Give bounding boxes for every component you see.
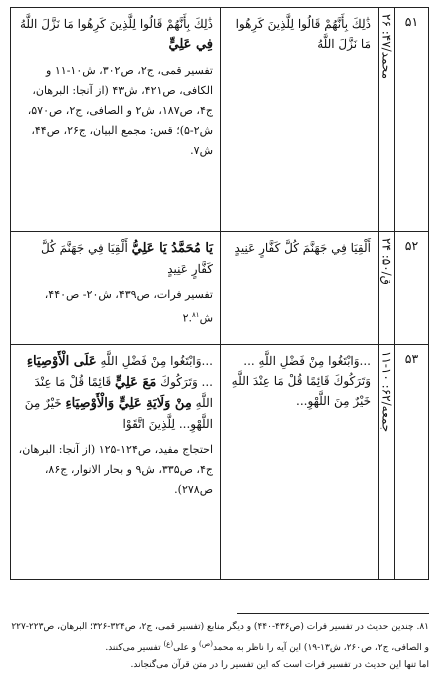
verse-number: ۵۲ bbox=[395, 232, 429, 345]
footnote-marker: ۸۱ bbox=[192, 311, 200, 319]
verse-reference bbox=[379, 232, 395, 345]
hadith-text-cell bbox=[11, 8, 221, 232]
reference-text: ق/۵۰: ۲۴ bbox=[379, 238, 394, 285]
verse-number: ۵۳ bbox=[395, 345, 429, 580]
table-row bbox=[11, 232, 429, 345]
hadith-plain: ذَٰلِكَ بِأَنَّهُمْ قَالُوا لِلَّذِينَ كَرِهُوا مَا نَزَّلَ اللَّهُ bbox=[19, 17, 213, 31]
footnote-text: و علی bbox=[173, 643, 200, 653]
quran-text: ذَٰلِكَ بِأَنَّهُمْ قَالُوا لِلَّذِينَ كَرِهُوا مَا نَزَّلَ اللَّهُ bbox=[235, 17, 371, 51]
quran-text: ...وَابْتَغُوا مِنْ فَضْلِ اللَّهِ ... وَتَرَكُوكَ قَائِمًا قُلْ مَا عِنْدَ اللَّهِ خَيْرٌ مِنَ اللَّهْوِ... bbox=[231, 354, 371, 408]
hadith-text bbox=[18, 238, 213, 279]
verse-reference bbox=[379, 345, 395, 580]
hadith-part: قَائِمًا قُلْ مَا عِنْدَ اللَّهِ bbox=[34, 375, 213, 410]
hadith-source bbox=[18, 285, 213, 329]
quran-text-cell bbox=[221, 232, 379, 345]
reference-text: جمعه/۶۲: ۱۰-۱۱ bbox=[379, 351, 394, 433]
hadith-part: خَيْرٌ مِنَ اللَّهْوِ... لِلَّذِينَ اتَّقَوْا bbox=[24, 396, 213, 431]
quran-text: أَلْقِيَا فِي جَهَنَّمَ كُلَّ كَفَّارٍ عَنِيدٍ bbox=[234, 241, 371, 255]
footnote-number: ۸۱. bbox=[416, 622, 429, 632]
reference-text: محمد/۴۷: ۲۶ bbox=[379, 14, 394, 80]
table-row bbox=[11, 345, 429, 580]
hadith-part: ... وَتَرَكُوكَ bbox=[156, 375, 213, 389]
footnote-text-line2: اما تنها این حدیث در تفسیر فرات است که این تفسیر را در متن قرآن می‌گنجاند. bbox=[130, 660, 429, 670]
hadith-bold: مِنْ وَلَايَةِ عَلِيٍّ وَالْأَوْصِيَاءِ bbox=[65, 396, 192, 411]
hadith-part: ...وَابْتَغُوا مِنْ فَضْلِ اللَّهِ bbox=[96, 354, 213, 368]
hadith-bold: مَعَ عَلِيٍّ bbox=[115, 375, 157, 390]
footnote-divider bbox=[237, 613, 429, 614]
verses-table bbox=[10, 7, 429, 580]
hadith-source: احتجاج مفید، ص۱۲۴-۱۲۵ (از آنجا: البرهان، ج۴، ص۳۳۵، ش۹ و بحار الانوار، ج۸۶، ص۲۷۸). bbox=[18, 443, 213, 496]
hadith-text-cell bbox=[11, 232, 221, 345]
hadith-bold: عَلَى الْأَوْصِيَاءِ bbox=[26, 354, 97, 369]
footnote-text: چندین حدیث در تفسیر فرات (ص۴۳۶-۴۴۰) و دیگر منابع (تفسیر قمی، ج۲، ص۳۲۴-۳۲۶؛ البرهان، ص۲۲۳-۲۲۷ و الصافی، ج۲، ص۲۶۰، ش۱۳-۱۹) این آیه را ناظر به محمد bbox=[11, 622, 429, 653]
footnote-honorific: (ص) bbox=[199, 640, 213, 648]
footnote bbox=[10, 619, 429, 674]
hadith-text-cell bbox=[11, 345, 221, 580]
hadith-bold: فِي عَلِيٍّ bbox=[168, 37, 213, 52]
hadith-text bbox=[18, 351, 213, 434]
source-text: تفسیر فرات، ص۴۳۹، ش۲۰- ص۴۴۰، ش۲. bbox=[44, 288, 213, 325]
footnote-honorific: (ع) bbox=[163, 640, 174, 648]
quran-text-cell bbox=[221, 8, 379, 232]
quran-text-cell bbox=[221, 345, 379, 580]
hadith-plain: أَلْقِيَا فِي جَهَنَّمَ كُلَّ كَفَّارٍ عَنِيدٍ bbox=[40, 241, 213, 276]
footnote-text: تفسیر می‌کنند. bbox=[105, 643, 164, 653]
hadith-source: تفسیر قمی، ج۲، ص۳۰۲، ش۱۰-۱۱ و الکافی، ص۴۲۱، ش۴۳ (از آنجا: البرهان، ج۴، ص۱۸۷، ش۲ و الصافی، ج۲، ص۵۷۰، ش۲-۵)؛ قس: مجمع البیان، ج۲۶، ص۴۴، ش۷. bbox=[27, 64, 213, 157]
table-row bbox=[11, 8, 429, 232]
verse-reference bbox=[379, 8, 395, 232]
hadith-bold: يَا مُحَمَّدُ يَا عَلِيُّ bbox=[131, 241, 213, 256]
verse-number: ۵۱ bbox=[395, 8, 429, 232]
hadith-text bbox=[18, 14, 213, 55]
